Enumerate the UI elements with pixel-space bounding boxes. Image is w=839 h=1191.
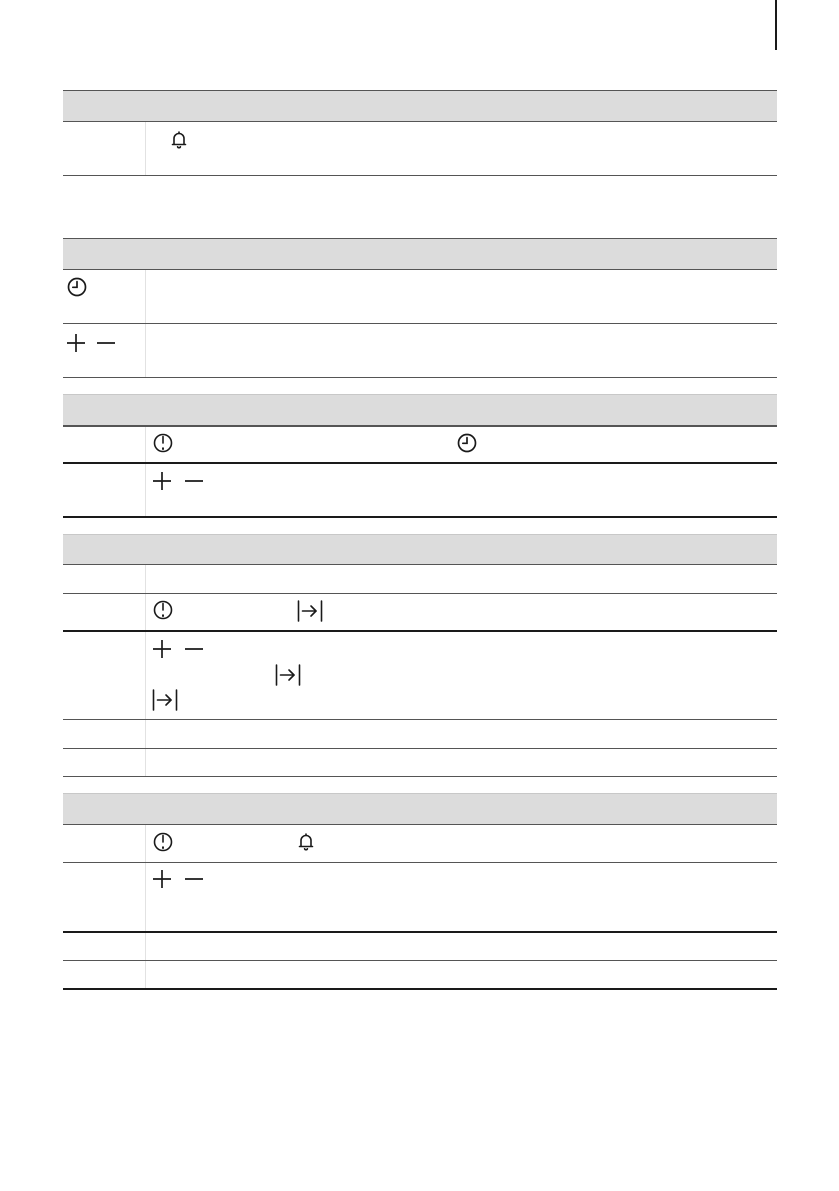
row-rule: [63, 748, 777, 749]
table-header: [63, 534, 777, 565]
end-arrow-icon: [297, 600, 323, 622]
timer-icon: [153, 600, 173, 620]
table-bottom-rule: [63, 516, 777, 518]
table-header: [63, 793, 777, 825]
end-arrow-icon: [275, 664, 301, 686]
plus-icon: [151, 638, 173, 660]
minus-icon: [95, 332, 117, 354]
row-rule: [63, 960, 777, 961]
column-divider: [145, 122, 146, 176]
table-bottom-rule: [63, 776, 777, 777]
clock-icon: [457, 433, 477, 453]
minus-icon: [183, 470, 205, 492]
table-bottom-rule: [63, 175, 777, 176]
row-rule: [63, 862, 777, 863]
minus-icon: [183, 868, 205, 890]
column-divider: [145, 565, 146, 777]
row-rule: [63, 630, 777, 632]
row-rule: [63, 719, 777, 720]
plus-icon: [151, 470, 173, 492]
timer-icon: [153, 832, 173, 852]
table-bottom-rule: [63, 377, 777, 378]
column-divider: [145, 427, 146, 517]
bell-icon: [169, 130, 189, 150]
column-divider: [145, 825, 146, 989]
row-rule: [63, 931, 777, 933]
plus-icon: [151, 868, 173, 890]
table-header: [63, 394, 777, 427]
clock-icon: [67, 277, 87, 297]
row-rule: [63, 323, 777, 324]
plus-icon: [65, 332, 87, 354]
end-arrow-icon: [152, 689, 178, 711]
row-rule: [63, 462, 777, 464]
row-rule: [63, 593, 777, 594]
minus-icon: [183, 638, 205, 660]
table-header: [63, 90, 777, 122]
page-corner-mark: [775, 0, 777, 50]
timer-icon: [153, 433, 173, 453]
bell-icon: [296, 832, 316, 852]
table-bottom-rule: [63, 988, 777, 990]
table-header: [63, 238, 777, 270]
